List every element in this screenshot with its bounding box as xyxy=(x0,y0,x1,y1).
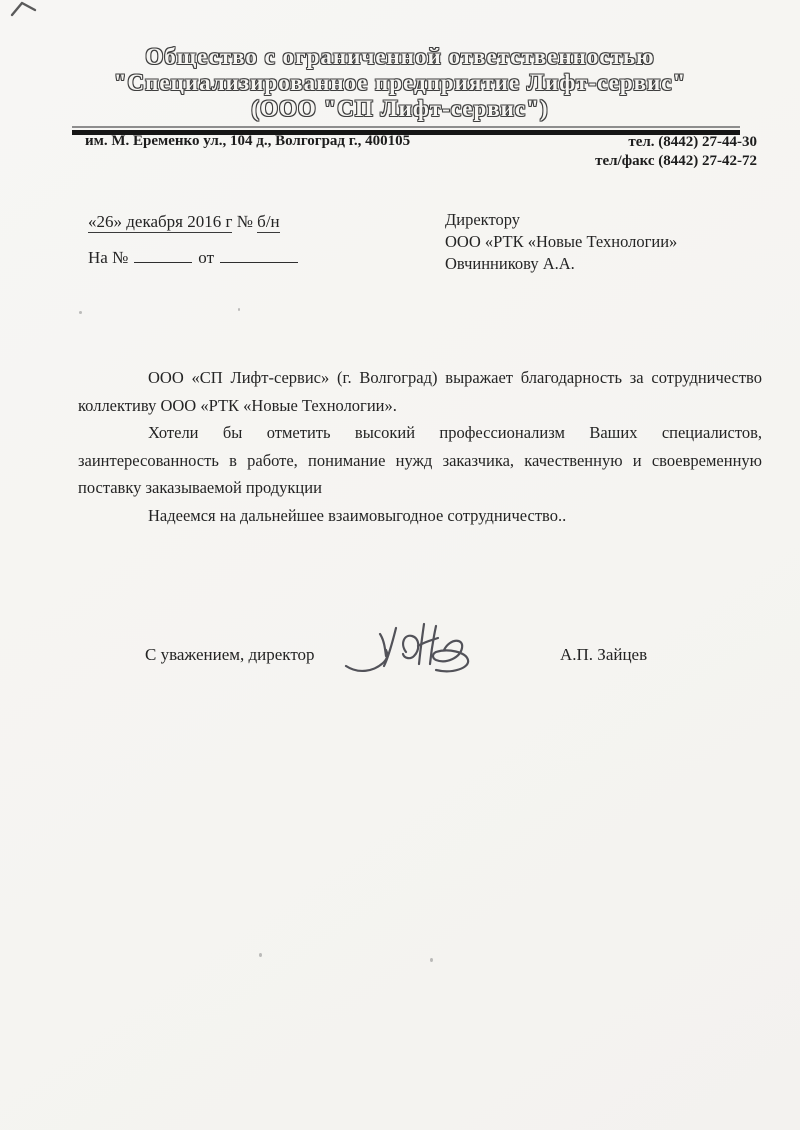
reply-date-blank xyxy=(220,248,298,263)
org-phones xyxy=(595,133,757,171)
body xyxy=(78,364,762,530)
body-paragraph xyxy=(78,502,762,530)
reply-label: На № xyxy=(88,248,129,267)
org-phone-fax: тел/факс (8442) 27-42-72 xyxy=(595,153,757,169)
org-name-line-2: "Специализированное предприятие Лифт-сервис" xyxy=(113,70,687,95)
scan-speck xyxy=(430,958,433,962)
body-line: Надеемся на дальнейшее взаимовыгодное сотрудничество.. xyxy=(148,505,567,525)
scan-corner-mark xyxy=(8,0,42,20)
body-line: коллективу ООО «РТК «Новые Технологии». xyxy=(78,395,397,415)
handwritten-signature-icon xyxy=(340,614,490,686)
org-name-line-3: (ООО "СП Лифт-сервис") xyxy=(251,96,549,121)
reference-reply-line xyxy=(88,248,298,268)
recipient-title: Директору xyxy=(445,210,520,229)
body-line: поставку заказываемой продукции xyxy=(78,478,322,498)
reply-number-blank xyxy=(134,248,192,263)
recipient-block xyxy=(445,209,677,275)
letter-date: «26» декабря 2016 г xyxy=(88,212,233,231)
scan-speck xyxy=(238,308,240,311)
scan-speck xyxy=(259,953,262,957)
body-line: заинтересованность в работе, понимание нужд заказчика, качественную и своевременную xyxy=(78,450,762,470)
number-sign: № xyxy=(236,212,253,231)
org-phone: тел. (8442) 27-44-30 xyxy=(628,134,757,150)
body-paragraph xyxy=(78,419,762,502)
reference-date-line xyxy=(88,212,280,232)
letterhead xyxy=(0,44,800,122)
letter-number: б/н xyxy=(257,212,280,231)
signer-name: А.П. Зайцев xyxy=(560,645,648,664)
scan-speck xyxy=(79,311,82,314)
org-address: им. М. Еременко ул., 104 д., Волгоград г., 400105 xyxy=(85,133,411,149)
closing-line: С уважением, директор xyxy=(145,645,315,664)
body-line: Хотели бы отметить высокий профессионализм Ваших специалистов, xyxy=(148,423,762,443)
body-paragraph xyxy=(78,364,762,419)
body-line: ООО «СП Лифт-сервис» (г. Волгоград) выражает благодарность за сотрудничество xyxy=(148,368,762,387)
org-name-line-1: Общество с ограниченной ответственностью xyxy=(145,44,655,69)
recipient-company: ООО «РТК «Новые Технологии» xyxy=(445,232,678,251)
reply-from-label: от xyxy=(198,248,215,267)
recipient-person: Овчинникову А.А. xyxy=(445,254,575,273)
